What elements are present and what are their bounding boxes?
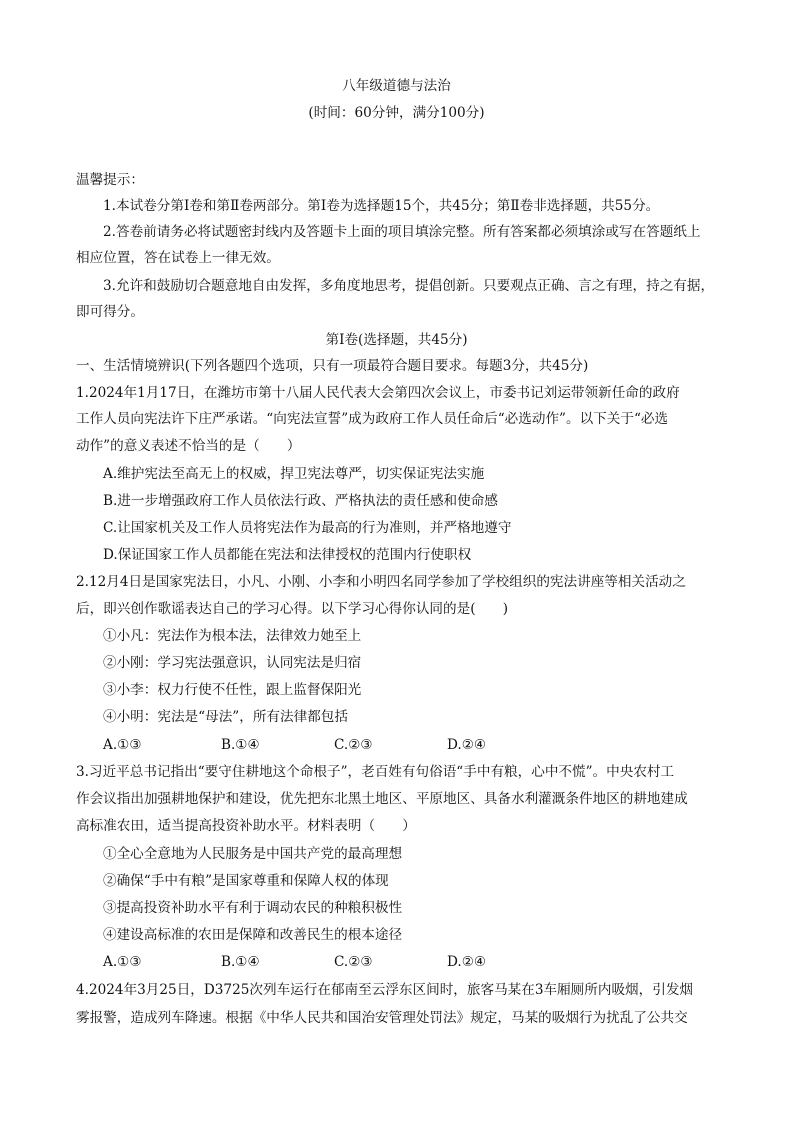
question-2-statement-2: ②小刚：学习宪法强意识，认同宪法是归宿 <box>103 655 362 671</box>
question-2-option-d: D.②④ <box>447 737 487 753</box>
notice-item-2-line-2: 相应位置，答在试卷上一律无效。 <box>76 250 280 266</box>
question-1-option-b: B.进一步增强政府工作人员依法行政、严格执法的责任感和使命感 <box>103 493 498 509</box>
question-3-option-c: C.②③ <box>334 954 373 970</box>
question-4-line-2: 雾报警，造成列车降速。根据《中华人民共和国治安管理处罚法》规定，马某的吸烟行为扰乱了公共交 <box>76 1010 688 1026</box>
section-title: 第Ⅰ卷(选择题，共45分) <box>325 332 468 348</box>
question-3-option-b: B.①④ <box>221 954 260 970</box>
question-2-line-1: 2.12月4日是国家宪法日，小凡、小刚、小李和小明四名同学参加了学校组织的宪法讲座等相关活动之 <box>76 574 686 590</box>
question-3-line-2: 作会议指出加强耕地保护和建设，优先把东北黑土地区、平原地区、具备水利灌溉条件地区的耕地建成 <box>76 791 688 807</box>
question-2-line-2: 后，即兴创作歌谣表达自己的学习心得。以下学习心得你认同的是( ) <box>76 601 509 617</box>
question-2-option-c: C.②③ <box>334 737 373 753</box>
notice-item-2-line-1: 2.答卷前请务必将试题密封线内及答题卡上面的项目填涂完整。所有答案都必须填涂或写在答题纸上 <box>103 224 701 240</box>
notice-heading: 温馨提示： <box>76 172 144 188</box>
question-3-line-3: 高标准农田，适当提高投资补助水平。材料表明（ ） <box>76 818 416 834</box>
question-3-statement-2: ②确保“手中有粮”是国家尊重和保障人权的体现 <box>103 873 389 889</box>
question-1-option-d: D.保证国家工作人员都能在宪法和法律授权的范围内行使职权 <box>103 547 472 563</box>
question-1-line-3: 动作”的意义表述不恰当的是（ ） <box>76 438 301 454</box>
question-3-statement-4: ④建设高标准的农田是保障和改善民生的根本途径 <box>103 927 403 943</box>
question-1-option-c: C.让国家机关及工作人员将宪法作为最高的行为准则，并严格地遵守 <box>103 520 512 536</box>
question-1-option-a: A.维护宪法至高无上的权威，捍卫宪法尊严，切实保证宪法实施 <box>103 466 485 482</box>
notice-item-3-line-2: 即可得分。 <box>76 304 144 320</box>
question-3-line-1: 3.习近平总书记指出“要守住耕地这个命根子”，老百姓有句俗语“手中有粮，心中不慌”。中央农村工 <box>76 764 675 780</box>
exam-subtitle: (时间：60分钟，满分100分) <box>308 105 485 121</box>
question-2-statement-4: ④小明：宪法是“母法”，所有法律都包括 <box>103 709 348 725</box>
question-3-option-d: D.②④ <box>447 954 487 970</box>
section-instruction: 一、生活情境辨识(下列各题四个选项，只有一项最符合题目要求。每题3分，共45分) <box>76 358 589 374</box>
exam-title: 八年级道德与法治 <box>342 78 451 94</box>
question-2-statement-1: ①小凡：宪法作为根本法，法律效力她至上 <box>103 628 362 644</box>
question-2-option-a: A.①③ <box>103 737 142 753</box>
question-4-line-1: 4.2024年3月25日，D3725次列车运行在郁南至云浮东区间时，旅客马某在3车厢厕所内吸烟，引发烟 <box>76 982 694 998</box>
question-1-line-1: 1.2024年1月17日，在潍坊市第十八届人民代表大会第四次会议上，市委书记刘运带领新任命的政府 <box>76 385 680 401</box>
notice-item-3-line-1: 3.允许和鼓励切合题意地自由发挥，多角度地思考，提倡创新。只要观点正确、言之有理，持之有据， <box>103 278 715 294</box>
question-2-option-b: B.①④ <box>221 737 260 753</box>
question-3-option-a: A.①③ <box>103 954 142 970</box>
question-3-statement-3: ③提高投资补助水平有利于调动农民的种粮积极性 <box>103 900 403 916</box>
question-2-statement-3: ③小李：权力行使不任性，跟上监督保阳光 <box>103 682 362 698</box>
question-3-statement-1: ①全心全意地为人民服务是中国共产党的最高理想 <box>103 846 403 862</box>
notice-item-1: 1.本试卷分第Ⅰ卷和第Ⅱ卷两部分。第Ⅰ卷为选择题15个，共45分；第Ⅱ卷非选择题，共55分。 <box>103 198 660 214</box>
question-1-line-2: 工作人员向宪法许下庄严承诺。“向宪法宣誓”成为政府工作人员任命后“必选动作”。以下关于“必选 <box>76 411 669 427</box>
